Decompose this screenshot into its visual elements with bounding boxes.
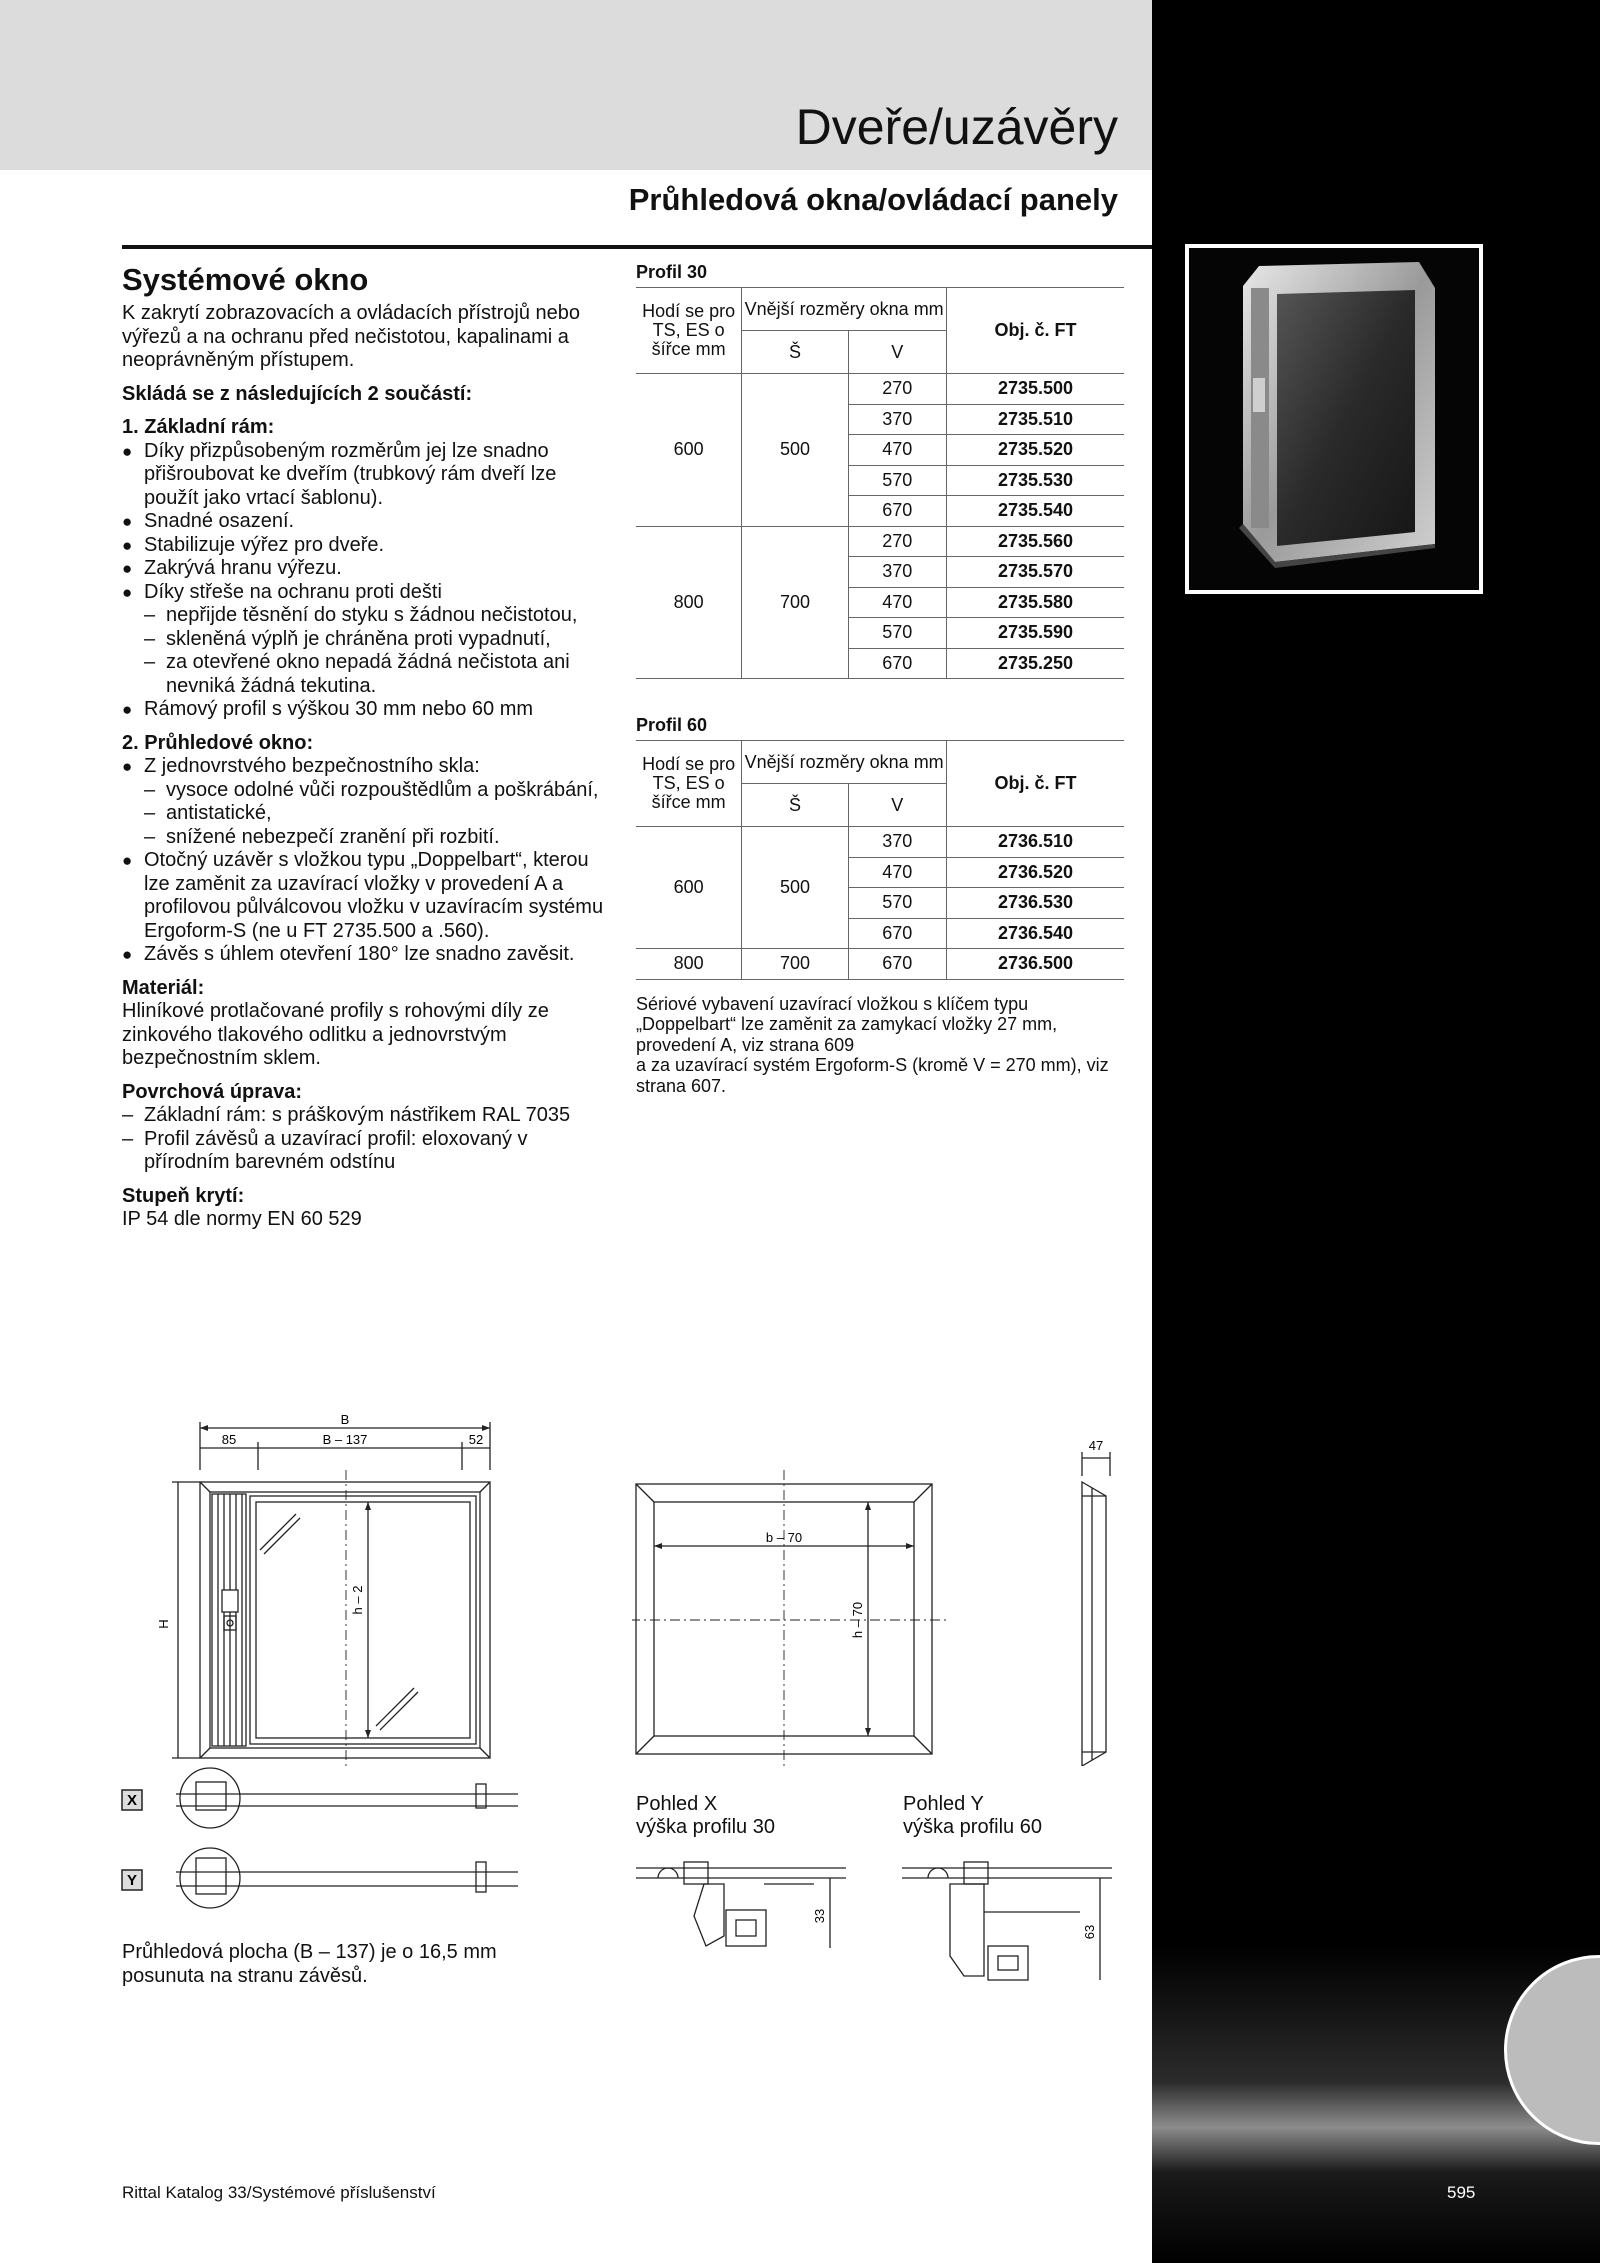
header-fits: Hodí se pro TS, ES o šířce mm [636, 288, 742, 374]
header-height: V [848, 784, 946, 827]
fits-cell: 600 [636, 827, 742, 949]
list-subitem: – antistatické, [122, 802, 612, 826]
list-item: ● Snadné osazení. [122, 510, 612, 534]
header-height: V [848, 331, 946, 374]
view-y-drawing [900, 1856, 1120, 1996]
material-text: Hliníkové protlačované profily s rohovými díly ze zinkového tlakového odlitku a jednovrstvým bezpečnostním sklem. [122, 1000, 549, 1069]
list-item: ● Závěs s úhlem otevření 180° lze snadno zavěsit. [122, 943, 612, 967]
order-code-cell: 2736.520 [946, 857, 1124, 888]
header-dims: Vnější rozměry okna mm [742, 288, 947, 331]
order-code-cell: 2735.530 [946, 465, 1124, 496]
view-x-drawing [634, 1856, 854, 1976]
list-subitem: – nepřijde těsnění do styku s žádnou nečistotou, [122, 604, 612, 628]
header-dims: Vnější rozměry okna mm [742, 741, 947, 784]
product-heading: Systémové okno [122, 262, 369, 297]
footer-catalog: Rittal Katalog 33/Systémové příslušenství [122, 2183, 436, 2202]
section2-list [122, 755, 612, 967]
equipment-note [636, 994, 1124, 1097]
table-row [636, 827, 1124, 858]
surface-list [122, 1104, 612, 1175]
list-subitem: – skleněná výplň je chráněna proti vypadnutí, [122, 628, 612, 652]
list-subitem: – snížené nebezpečí zranění při rozbití. [122, 826, 612, 850]
height-cell: 370 [848, 557, 946, 588]
height-cell: 470 [848, 587, 946, 618]
list-item: ● Otočný uzávěr s vložkou typu „Doppelbart“, kterou lze zaměnit za uzavírací vložky v provedení A a profilovou půlválcovou vložku v uzavíracím systému Ergoform-S (ne u FT 2735.500 a .560). [122, 849, 612, 943]
order-code-cell: 2735.520 [946, 435, 1124, 466]
height-cell: 670 [848, 496, 946, 527]
list-subitem: – vysoce odolné vůči rozpouštědlům a poškrábání, [122, 779, 612, 803]
dim-depth: 47 [1088, 1438, 1104, 1453]
order-code-cell: 2735.510 [946, 404, 1124, 435]
list-subitem: – Profil závěsů a uzavírací profil: eloxovaný v přírodním barevném odstínu [122, 1128, 612, 1175]
order-code-cell: 2735.560 [946, 526, 1124, 557]
header-order-no: Obj. č. FT [946, 741, 1124, 827]
page-subtitle: Průhledová okna/ovládací panely [628, 182, 1118, 217]
header-width: Š [742, 784, 848, 827]
ordering-column [636, 262, 1124, 1096]
order-code-cell: 2735.540 [946, 496, 1124, 527]
dim-left: 85 [221, 1432, 237, 1447]
material-heading: Materiál: [122, 976, 205, 999]
fits-cell: 800 [636, 526, 742, 679]
view-y-dim: 63 [1082, 1924, 1097, 1940]
table-row [636, 526, 1124, 557]
profil60-title: Profil 60 [636, 715, 708, 735]
dim-total-width: B [340, 1412, 350, 1427]
width-cell: 500 [742, 827, 848, 949]
list-item: ● Rámový profil s výškou 30 mm nebo 60 mm [122, 698, 612, 722]
dim-inner-width: b – 70 [765, 1530, 803, 1545]
intro-text: K zakrytí zobrazovacích a ovládacích přístrojů nebo výřezů a na ochranu před nečistotou, kapalinami a neoprávněným přístupem. [122, 302, 581, 371]
fits-cell: 600 [636, 374, 742, 527]
profil60-table [636, 740, 1124, 980]
order-code-cell: 2735.500 [946, 374, 1124, 405]
list-item: ● Díky přizpůsobeným rozměrům jej lze snadno přišroubovat ke dveřím (trubkový rám dveří lze použít jako vrtací šablonu). [122, 440, 612, 511]
window-photo-illustration [1189, 248, 1479, 590]
fits-cell: 800 [636, 949, 742, 980]
list-subitem: – za otevřené okno nepadá žádná nečistota ani nevniká žádná tekutina. [122, 651, 612, 698]
height-cell: 670 [848, 648, 946, 679]
base-frame-drawing [632, 1470, 952, 1770]
dim-right: 52 [468, 1432, 484, 1447]
protection-heading: Stupeň krytí: [122, 1184, 245, 1207]
order-code-cell: 2735.580 [946, 587, 1124, 618]
side-view-drawing [1070, 1436, 1150, 1766]
order-code-cell: 2735.250 [946, 648, 1124, 679]
width-cell: 700 [742, 526, 848, 679]
height-cell: 570 [848, 888, 946, 919]
height-cell: 570 [848, 618, 946, 649]
detail-marker-y: Y [126, 1872, 138, 1889]
note-line: Sériové vybavení uzavírací vložkou s klíčem typu „Doppelbart“ lze zaměnit za zamykací vložky 27 mm, provedení A, viz strana 609 [636, 993, 1058, 1055]
section2-heading: 2. Průhledové okno: [122, 731, 314, 754]
dim-height: H [156, 1619, 171, 1629]
page-title: Dveře/uzávěry [795, 99, 1118, 155]
order-code-cell: 2736.540 [946, 918, 1124, 949]
dim-inner-height: h – 2 [350, 1585, 365, 1615]
header-rule [122, 245, 1152, 249]
width-cell: 700 [742, 949, 848, 980]
view-y-title: Pohled Y [903, 1793, 984, 1815]
height-cell: 270 [848, 526, 946, 557]
view-x-subtitle: výška profilu 30 [636, 1816, 775, 1838]
parts-heading: Skládá se z následujících 2 součástí: [122, 382, 473, 405]
view-x-dim: 33 [812, 1908, 827, 1924]
height-cell: 270 [848, 374, 946, 405]
height-cell: 470 [848, 435, 946, 466]
section1-list [122, 440, 612, 722]
note-line: a za uzavírací systém Ergoform-S (kromě V = 270 mm), viz strana 607. [636, 1055, 1109, 1096]
product-photo [1185, 244, 1483, 594]
height-cell: 670 [848, 949, 946, 980]
header-width: Š [742, 331, 848, 374]
profil30-table [636, 287, 1124, 679]
view-x-label [636, 1793, 775, 1839]
header-order-no: Obj. č. FT [946, 288, 1124, 374]
protection-text: IP 54 dle normy EN 60 529 [122, 1208, 362, 1230]
height-cell: 570 [848, 465, 946, 496]
surface-heading: Povrchová úprava: [122, 1080, 303, 1103]
list-subitem: – Základní rám: s práškovým nástřikem RAL 7035 [122, 1104, 612, 1128]
order-code-cell: 2736.530 [946, 888, 1124, 919]
page-number: 595 [1447, 2183, 1476, 2202]
height-cell: 370 [848, 827, 946, 858]
dim-inner-height: h – 70 [850, 1601, 865, 1639]
table-row [636, 374, 1124, 405]
description-column [122, 262, 612, 1232]
list-item: ● Z jednovrstvého bezpečnostního skla: [122, 755, 612, 779]
order-code-cell: 2736.500 [946, 949, 1124, 980]
view-y-label [903, 1793, 1042, 1839]
dim-middle: B – 137 [322, 1432, 368, 1447]
view-x-title: Pohled X [636, 1793, 718, 1815]
section1-heading: 1. Základní rám: [122, 416, 275, 438]
front-view-drawing [118, 1410, 528, 1940]
order-code-cell: 2735.570 [946, 557, 1124, 588]
table-row [636, 949, 1124, 980]
list-item: ● Zakrývá hranu výřezu. [122, 557, 612, 581]
list-item: ● Stabilizuje výřez pro dveře. [122, 534, 612, 558]
header-fits: Hodí se pro TS, ES o šířce mm [636, 741, 742, 827]
height-cell: 370 [848, 404, 946, 435]
profil30-title: Profil 30 [636, 262, 708, 282]
height-cell: 670 [848, 918, 946, 949]
height-cell: 470 [848, 857, 946, 888]
detail-marker-x: X [126, 1792, 138, 1809]
drawing-caption: Průhledová plocha (B – 137) je o 16,5 mm posunuta na stranu závěsů. [122, 1941, 497, 1987]
width-cell: 500 [742, 374, 848, 527]
order-code-cell: 2736.510 [946, 827, 1124, 858]
view-y-subtitle: výška profilu 60 [903, 1816, 1042, 1838]
order-code-cell: 2735.590 [946, 618, 1124, 649]
list-item: ● Díky střeše na ochranu proti dešti [122, 581, 612, 605]
